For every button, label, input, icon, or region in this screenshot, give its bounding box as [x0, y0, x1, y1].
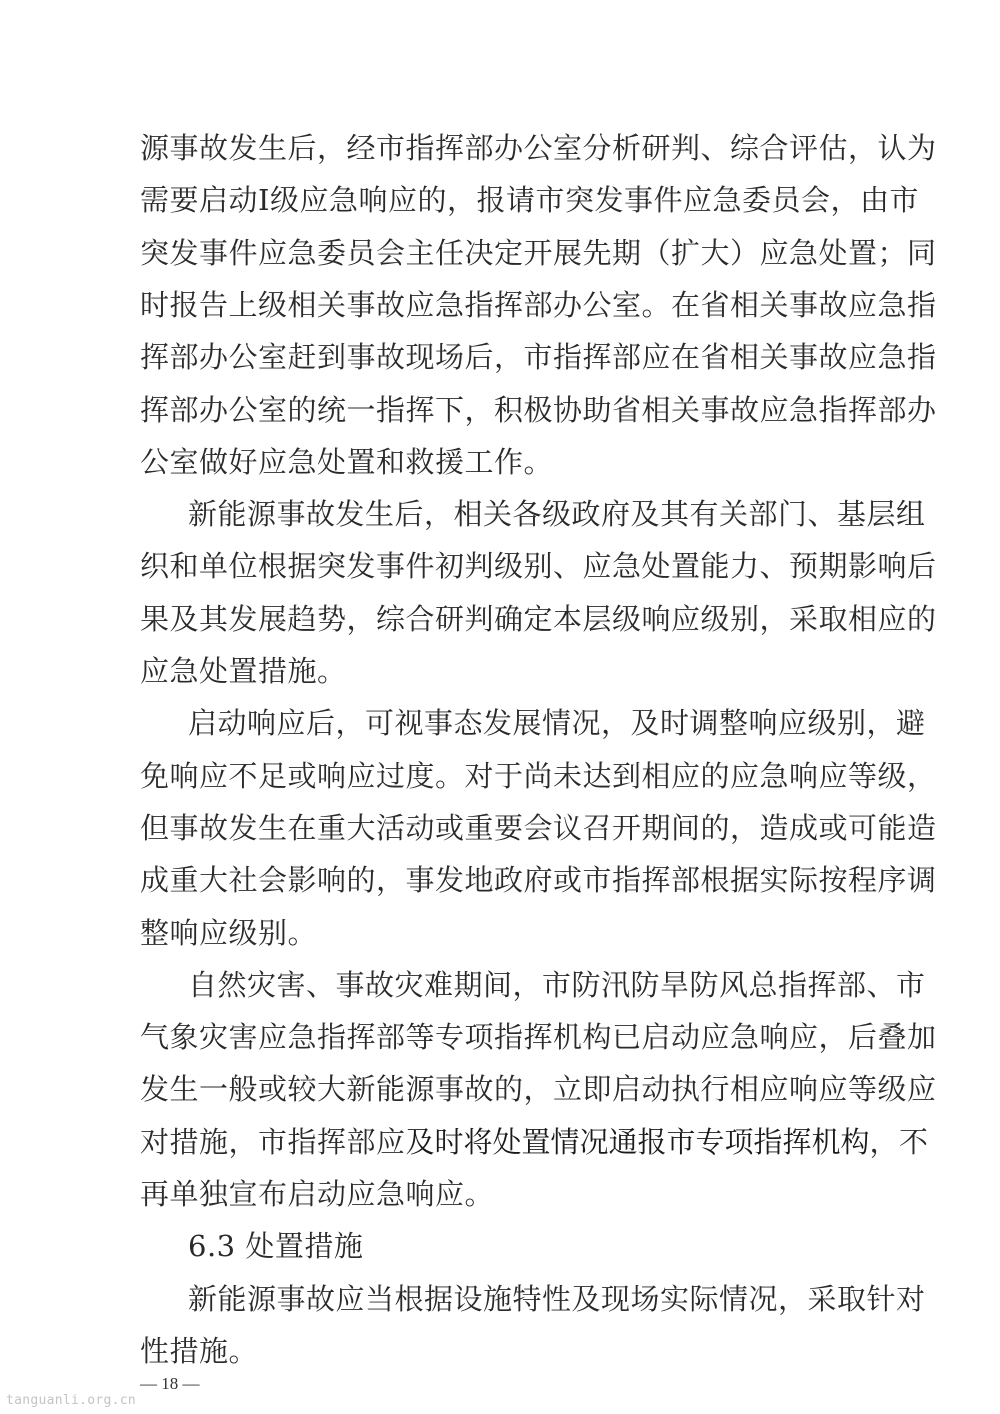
text-line: 源事故发生后，经市指挥部办公室分析研判、综合评估，认为 [140, 131, 937, 165]
text-line: 发生一般或较大新能源事故的，立即启动执行相应响应等级应 [140, 1072, 937, 1106]
text-line: 果及其发展趋势，综合研判确定本层级响应级别，采取相应的 [140, 602, 937, 636]
section-heading: 6.3 处置措施 [188, 1229, 364, 1263]
text-line: 气象灾害应急指挥部等专项指挥机构已启动应急响应，后叠加 [140, 1020, 937, 1054]
text-line: 公室做好应急处置和救援工作。 [140, 445, 554, 479]
text-line: 织和单位根据突发事件初判级别、应急处置能力、预期影响后 [140, 549, 937, 583]
paragraph-first-line: 自然灾害、事故灾难期间，市防汛防旱防风总指挥部、市 [188, 968, 926, 1002]
mixed-emphasis-line [140, 1122, 929, 1162]
text-line: 挥部办公室赶到事故现场后，市指挥部应在省相关事故应急指 [140, 340, 937, 374]
site-watermark: tanguanli.org.cn [6, 1393, 137, 1408]
text-segment: 对措施，市指挥部应 [140, 1125, 406, 1159]
text-line: 需要启动Ⅰ级应急响应的，报请市突发事件应急委员会，由市 [140, 183, 919, 217]
text-segment: ，不 [869, 1125, 929, 1159]
paragraph-first-line: 启动响应后，可视事态发展情况，及时调整响应级别，避 [188, 706, 926, 740]
text-line: 成重大社会影响的，事发地政府或市指挥部根据实际按程序调 [140, 863, 937, 897]
text-line: 免响应不足或响应过度。对于尚未达到相应的应急响应等级， [140, 759, 937, 793]
text-line: 突发事件应急委员会主任决定开展先期（扩大）应急处置；同 [140, 236, 937, 270]
text-line: 挥部办公室的统一指挥下，积极协助省相关事故应急指挥部办 [140, 393, 937, 427]
text-line: 整响应级别。 [140, 916, 318, 950]
paragraph-first-line: 新能源事故应当根据设施特性及现场实际情况，采取针对 [188, 1282, 926, 1316]
text-line: 但事故发生在重大活动或重要会议召开期间的，造成或可能造 [140, 811, 937, 845]
paragraph-first-line: 新能源事故发生后，相关各级政府及其有关部门、基层组 [188, 497, 926, 531]
text-line: 性措施。 [140, 1334, 259, 1368]
page-number: — 18 — [140, 1374, 200, 1393]
emphasized-text-segment: 及时将处置情况通报市专项指挥机构 [405, 1125, 870, 1159]
text-line: 应急处置措施。 [140, 654, 347, 688]
text-line: 再单独宣布启动应急响应。 [140, 1177, 495, 1211]
text-line: 时报告上级相关事故应急指挥部办公室。在省相关事故应急指 [140, 288, 937, 322]
